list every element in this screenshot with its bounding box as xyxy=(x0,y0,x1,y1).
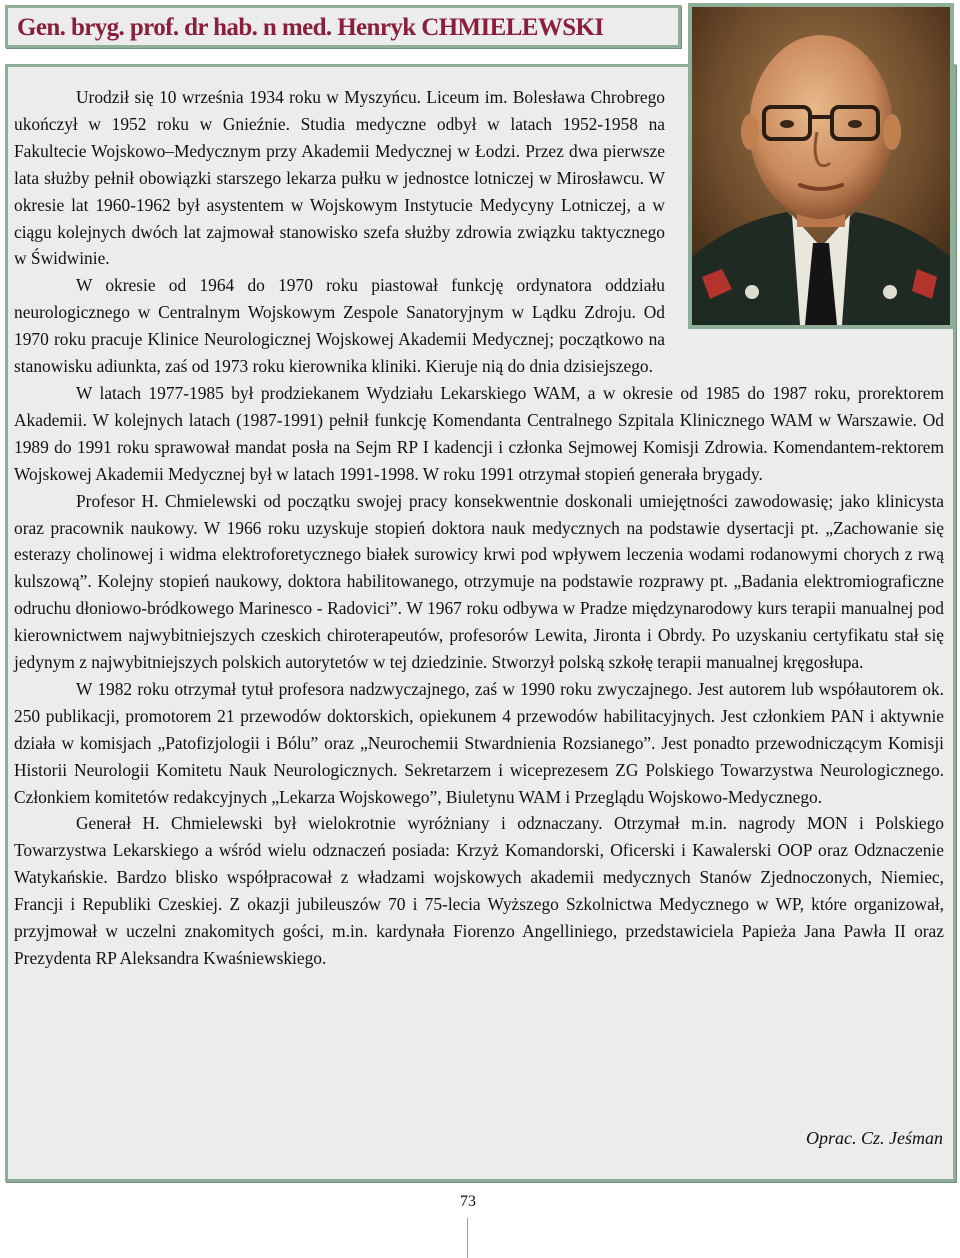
paragraph-1: Urodził się 10 września 1934 roku w Myszyńcu. Liceum im. Bolesława Chrobrego ukończył w 1952 roku w Gnieźnie. Studia medyczne odbył w latach 1952-1958 na Fakultecie Wojskowo–Medycznym przy Akademii Medycznej w Łodzi. Przez dwa pierwsze lata służby pełnił obowiązki starszego lekarza pułku w jednostce lotniczej w Mirosławcu. W okresie lat 1960-1962 był asystentem w Wojskowym Instytucie Medycyny Lotniczej, a w ciągu kolejnych dwóch lat zajmował stanowisko szefa służby zdrowia związku taktycznego w Świdwinie. xyxy=(14,87,665,269)
portrait-illustration xyxy=(692,7,950,325)
paragraph-5: W 1982 roku otrzymał tytuł profesora nadzwyczajnego, zaś w 1990 roku zwyczajnego. Jest autorem lub współautorem ok. 250 publikacji, promotorem 21 przewodów doktorskich, opiekunem 4 przewodów habilitacyjnych. Jest członkiem PAN i aktywnie działa w komisjach „Patofizjologii i Bólu” oraz „Neurochemii Stwardnienia Rozsianego”. Jest ponadto przewodniczącym Komisji Historii Neurologii Komitetu Nauk Neurologicznych. Sekretarzem i wiceprezesem ZG Polskiego Towarzystwa Neurologicznego. Członkiem komitetów redakcyjnych „Lekarza Wojskowego”, Biuletynu WAM i Przeglądu Wojskowo-Medycznego. xyxy=(14,678,944,807)
title-box xyxy=(5,5,681,48)
portrait-photo xyxy=(688,3,954,329)
paragraph-3: W latach 1977-1985 był prodziekanem Wydziału Lekarskiego WAM, a w okresie od 1985 do 1987 roku, prorektorem Akademii. W kolejnych latach (1987-1991) pełnił funkcję Komendanta Centralnego Szpitala Klinicznego WAM w Warszawie. Od 1989 do 1991 roku sprawował mandat posła na Sejm RP I kadencji i członka Sejmowej Komisji Zdrowia. Komendantem-rektorem Wojskowej Akademii Medycznej był w latach 1991-1998. W roku 1991 otrzymał stopień generała brygady. xyxy=(14,382,944,484)
paragraph-2: W okresie od 1964 do 1970 roku piastował funkcję ordynatora oddziału neurologicznego w Centralnym Wojskowym Zespole Sanatoryjnym w Lądku Zdroju. Od 1970 roku pracuje Klinice Neurologicznej Wojskowej Akademii Medycznej; początkowo na stanowisku adiunkta, zaś od 1973 roku kierownika kliniki. Kieruje nią do dnia dzisiejszego. xyxy=(14,275,665,377)
page-number: 73 xyxy=(460,1193,476,1210)
page-title: Gen. bryg. prof. dr hab. n med. Henryk CHMIELEWSKI xyxy=(17,14,604,41)
author-signature: Oprac. Cz. Jeśman xyxy=(806,1128,943,1148)
paragraph-4: Profesor H. Chmielewski od początku swojej pracy konsekwentnie doskonali umiejętności zawodowasię; jako klinicysta oraz pracownik naukowy. W 1966 roku uzyskuje stopień doktora nauk medycznych na podstawie dysertacji pt. „Zachowanie się esterazy cholinowej i widma elektroforetycznego białek surowicy krwi pod wpływem leczenia wodami rodanowymi chorych z rwą kulszową”. Kolejny stopień naukowy, doktora habilitowanego, otrzymuje na podstawie rozprawy pt. „Badania elektromiograficzne odruchu dłoniowo-bródkowego Marinesco - Radovici”. W 1967 roku odbywa w Pradze międzynarodowy kurs terapii manualnej pod kierownictwem najwybitniejszych czeskich chiroterapeutów, profesorów Lewita, Jironta i Obrdy. Po uzyskaniu certyfikatu stał się jedynym z najwybitniejszych polskich autorytetów w tej dziedzinie. Stworzył polską szkołę terapii manualnej kręgosłupa. xyxy=(14,490,944,673)
page-divider xyxy=(467,1218,468,1258)
paragraph-6: Generał H. Chmielewski był wielokrotnie wyróżniany i odznaczany. Otrzymał m.in. nagrody MON i Polskiego Towarzystwa Lekarskiego a wśród wielu odznaczeń posiada: Krzyż Komandorski, Oficerski i Kawalerski OOP oraz Odznaczenie Watykańskie. Bardzo blisko współpracował z władzami wojskowych akademii medycznych Stanów Zjednoczonych, Niemiec, Francji i Republiki Czeskiej. Z okazji jubileuszów 70 i 75-lecia Wyższego Szkolnictwa Medycznego w WP, które organizował, przyjmował w uczelni znakomitych gości, m.in. kardynała Fiorenzo Angelliniego, przedstawiciela Papieża Jana Pawła II oraz Prezydenta RP Aleksandra Kwaśniewskiego. xyxy=(14,813,944,968)
